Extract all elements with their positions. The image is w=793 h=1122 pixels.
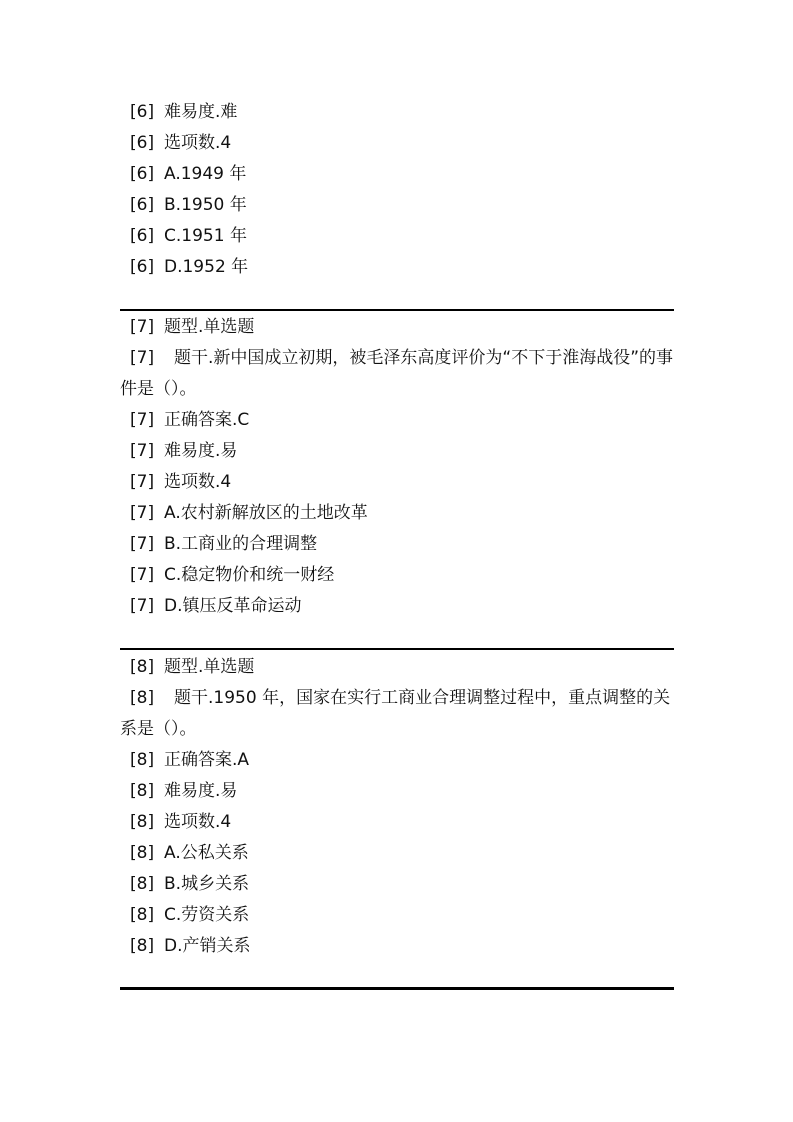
q8-type: 题型.单选题 [164, 657, 255, 677]
q7-option-c-line [120, 560, 674, 591]
question-number: [8] [130, 812, 155, 832]
q8-option-d: D.产销关系 [164, 936, 251, 956]
q6-difficulty-line [120, 97, 674, 128]
q8-answer: 正确答案.A [164, 750, 250, 770]
q8-option-a-line [120, 838, 674, 869]
q6-option-a-line [120, 159, 674, 190]
question-number: [8] [130, 936, 155, 956]
q7-type: 题型.单选题 [164, 317, 255, 337]
question-number: [7] [130, 503, 155, 523]
q7-stem: 题干.新中国成立初期，被毛泽东高度评价为“不下于淮海战役”的事件是（）。 [120, 348, 674, 399]
q8-difficulty: 难易度.易 [164, 781, 238, 801]
question-number: [8] [130, 874, 155, 894]
q8-option-count: 选项数.4 [164, 812, 232, 832]
question-number: [7] [130, 534, 155, 554]
question-number: [8] [130, 781, 155, 801]
question-number: [7] [130, 472, 155, 492]
q7-option-c: C.稳定物价和统一财经 [164, 565, 335, 585]
question-number: [8] [130, 905, 155, 925]
q8-difficulty-line [120, 776, 674, 807]
q8-option-c-line [120, 900, 674, 931]
question-number: [6] [130, 195, 155, 215]
q6-option-count: 选项数.4 [164, 133, 232, 153]
question-number: [7] [130, 410, 155, 430]
q7-option-d-line [120, 591, 674, 622]
q7-type-line [120, 312, 674, 343]
q6-option-b: B.1950 年 [164, 195, 247, 215]
q7-option-d: D.镇压反革命运动 [164, 596, 302, 616]
question-8-block [120, 652, 674, 962]
q6-option-d: D.1952 年 [164, 257, 249, 277]
q7-option-b: B.工商业的合理调整 [164, 534, 318, 554]
q7-difficulty: 难易度.易 [164, 441, 238, 461]
q8-stem-line [120, 683, 674, 745]
question-number: [7] [130, 565, 155, 585]
question-number: [6] [130, 164, 155, 184]
question-7-block [120, 312, 674, 622]
question-6-block [120, 97, 674, 283]
q6-option-count-line [120, 128, 674, 159]
q8-option-a: A.公私关系 [164, 843, 249, 863]
q8-answer-line [120, 745, 674, 776]
q8-type-line [120, 652, 674, 683]
q8-option-b-line [120, 869, 674, 900]
q7-option-a-line [120, 498, 674, 529]
section-divider [120, 648, 674, 650]
q7-option-count: 选项数.4 [164, 472, 232, 492]
question-number: [8] [130, 657, 155, 677]
q7-difficulty-line [120, 436, 674, 467]
q6-difficulty: 难易度.难 [164, 102, 238, 122]
question-number: [7] [130, 317, 155, 337]
q8-stem: 题干.1950 年，国家在实行工商业合理调整过程中，重点调整的关系是（）。 [120, 688, 671, 739]
section-divider [120, 309, 674, 311]
question-number: [8] [130, 750, 155, 770]
question-number: [8] [130, 688, 155, 708]
question-number: [8] [130, 843, 155, 863]
q6-option-c: C.1951 年 [164, 226, 247, 246]
q8-option-b: B.城乡关系 [164, 874, 250, 894]
q7-option-count-line [120, 467, 674, 498]
question-number: [6] [130, 226, 155, 246]
question-number: [7] [130, 596, 155, 616]
q8-option-c: C.劳资关系 [164, 905, 250, 925]
question-number: [7] [130, 441, 155, 461]
question-number: [7] [130, 348, 155, 368]
question-number: [6] [130, 133, 155, 153]
q8-option-d-line [120, 931, 674, 962]
q7-answer: 正确答案.C [164, 410, 250, 430]
q6-option-c-line [120, 221, 674, 252]
question-number: [6] [130, 102, 155, 122]
q7-option-b-line [120, 529, 674, 560]
q6-option-d-line [120, 252, 674, 283]
q6-option-b-line [120, 190, 674, 221]
q7-answer-line [120, 405, 674, 436]
q7-option-a: A.农村新解放区的土地改革 [164, 503, 368, 523]
question-number: [6] [130, 257, 155, 277]
section-divider [120, 987, 674, 990]
q7-stem-line [120, 343, 674, 405]
q8-option-count-line [120, 807, 674, 838]
q6-option-a: A.1949 年 [164, 164, 247, 184]
